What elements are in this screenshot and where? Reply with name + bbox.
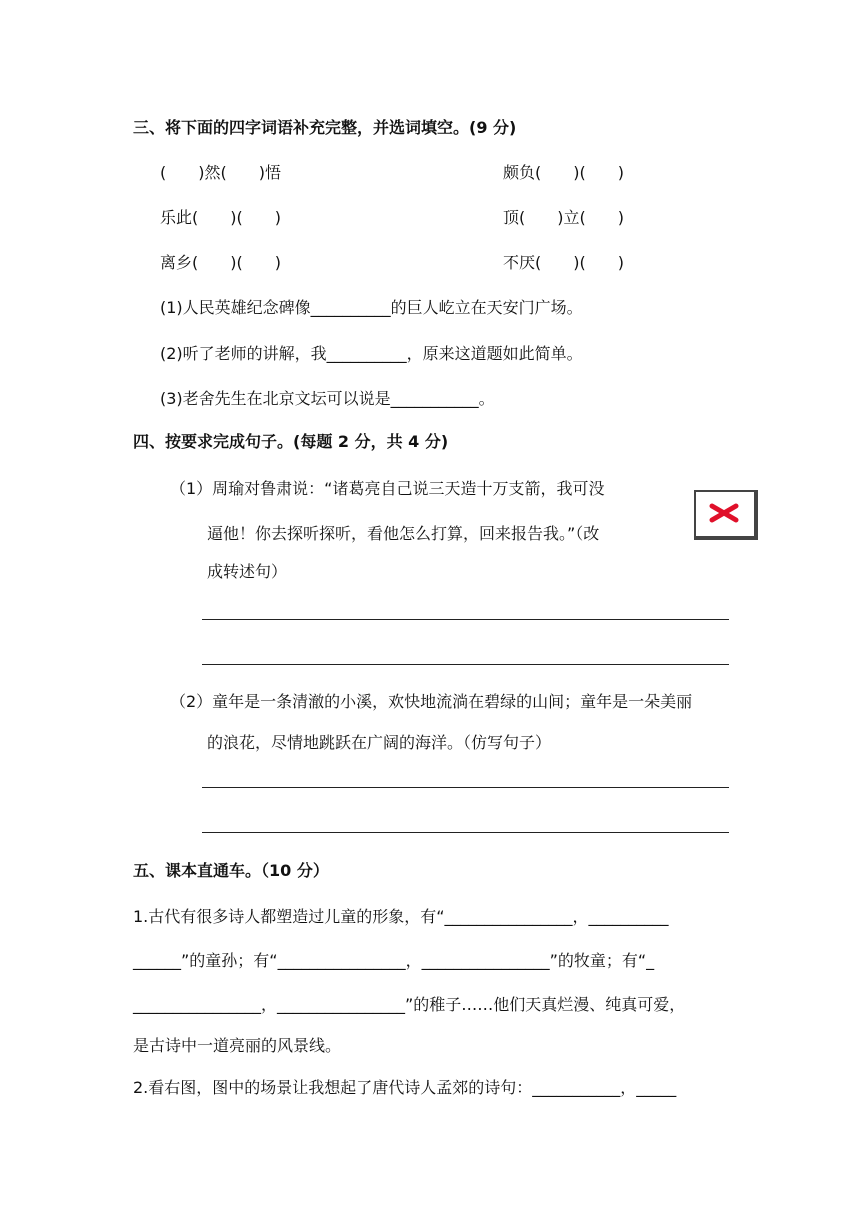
section5-heading: 五、课本直通车。（10 分） bbox=[133, 861, 329, 880]
answer-line-3[interactable] bbox=[202, 787, 729, 788]
s5-q2-line: 2.看右图，图中的场景让我想起了唐代诗人孟郊的诗句：___________，_____ bbox=[133, 1078, 677, 1097]
fill-sentence-1: (1)人民英雄纪念碑像__________的巨人屹立在天安门广场。 bbox=[160, 298, 583, 317]
idiom-left-2: 乐此( )( ) bbox=[160, 208, 281, 227]
section3-heading: 三、将下面的四字词语补充完整，并选词填空。(9 分) bbox=[133, 118, 517, 137]
q2-line-2: 的浪花，尽情地跳跃在广阔的海洋。（仿写句子） bbox=[207, 733, 552, 752]
answer-line-2[interactable] bbox=[202, 664, 729, 665]
s5-q1-line-3: ________________，________________”的稚子……他们天真烂漫、纯真可爱， bbox=[133, 995, 686, 1014]
q1-line-1: （1）周瑜对鲁肃说：“诸葛亮自己说三天造十万支箭，我可没 bbox=[170, 479, 605, 498]
idiom-right-2: 顶( )立( ) bbox=[503, 208, 624, 227]
fill-sentence-3: (3)老舍先生在北京文坛可以说是___________。 bbox=[160, 389, 495, 408]
idiom-right-1: 颇负( )( ) bbox=[503, 163, 624, 182]
s5-q1-line-2: ______”的童孙；有“________________，________________”的牧童；有“_ bbox=[133, 951, 655, 970]
q1-line-2: 逼他！你去探听探听，看他怎么打算，回来报告我。”（改 bbox=[207, 524, 600, 543]
broken-image-icon bbox=[694, 490, 758, 540]
s5-q1-line-4: 是古诗中一道亮丽的风景线。 bbox=[133, 1036, 342, 1055]
answer-line-1[interactable] bbox=[202, 619, 729, 620]
answer-line-4[interactable] bbox=[202, 832, 729, 833]
section4-heading: 四、按要求完成句子。(每题 2 分，共 4 分) bbox=[133, 432, 449, 451]
fill-sentence-2: (2)听了老师的讲解，我__________，原来这道题如此简单。 bbox=[160, 344, 583, 363]
s5-q1-line-1: 1.古代有很多诗人都塑造过儿童的形象，有“________________，__________ bbox=[133, 907, 669, 926]
idiom-left-1: ( )然( )悟 bbox=[160, 163, 281, 182]
q2-line-1: （2）童年是一条清澈的小溪，欢快地流淌在碧绿的山间；童年是一朵美丽 bbox=[170, 692, 693, 711]
q1-line-3: 成转述句） bbox=[207, 562, 288, 581]
idiom-right-3: 不厌( )( ) bbox=[503, 253, 624, 272]
idiom-left-3: 离乡( )( ) bbox=[160, 253, 281, 272]
